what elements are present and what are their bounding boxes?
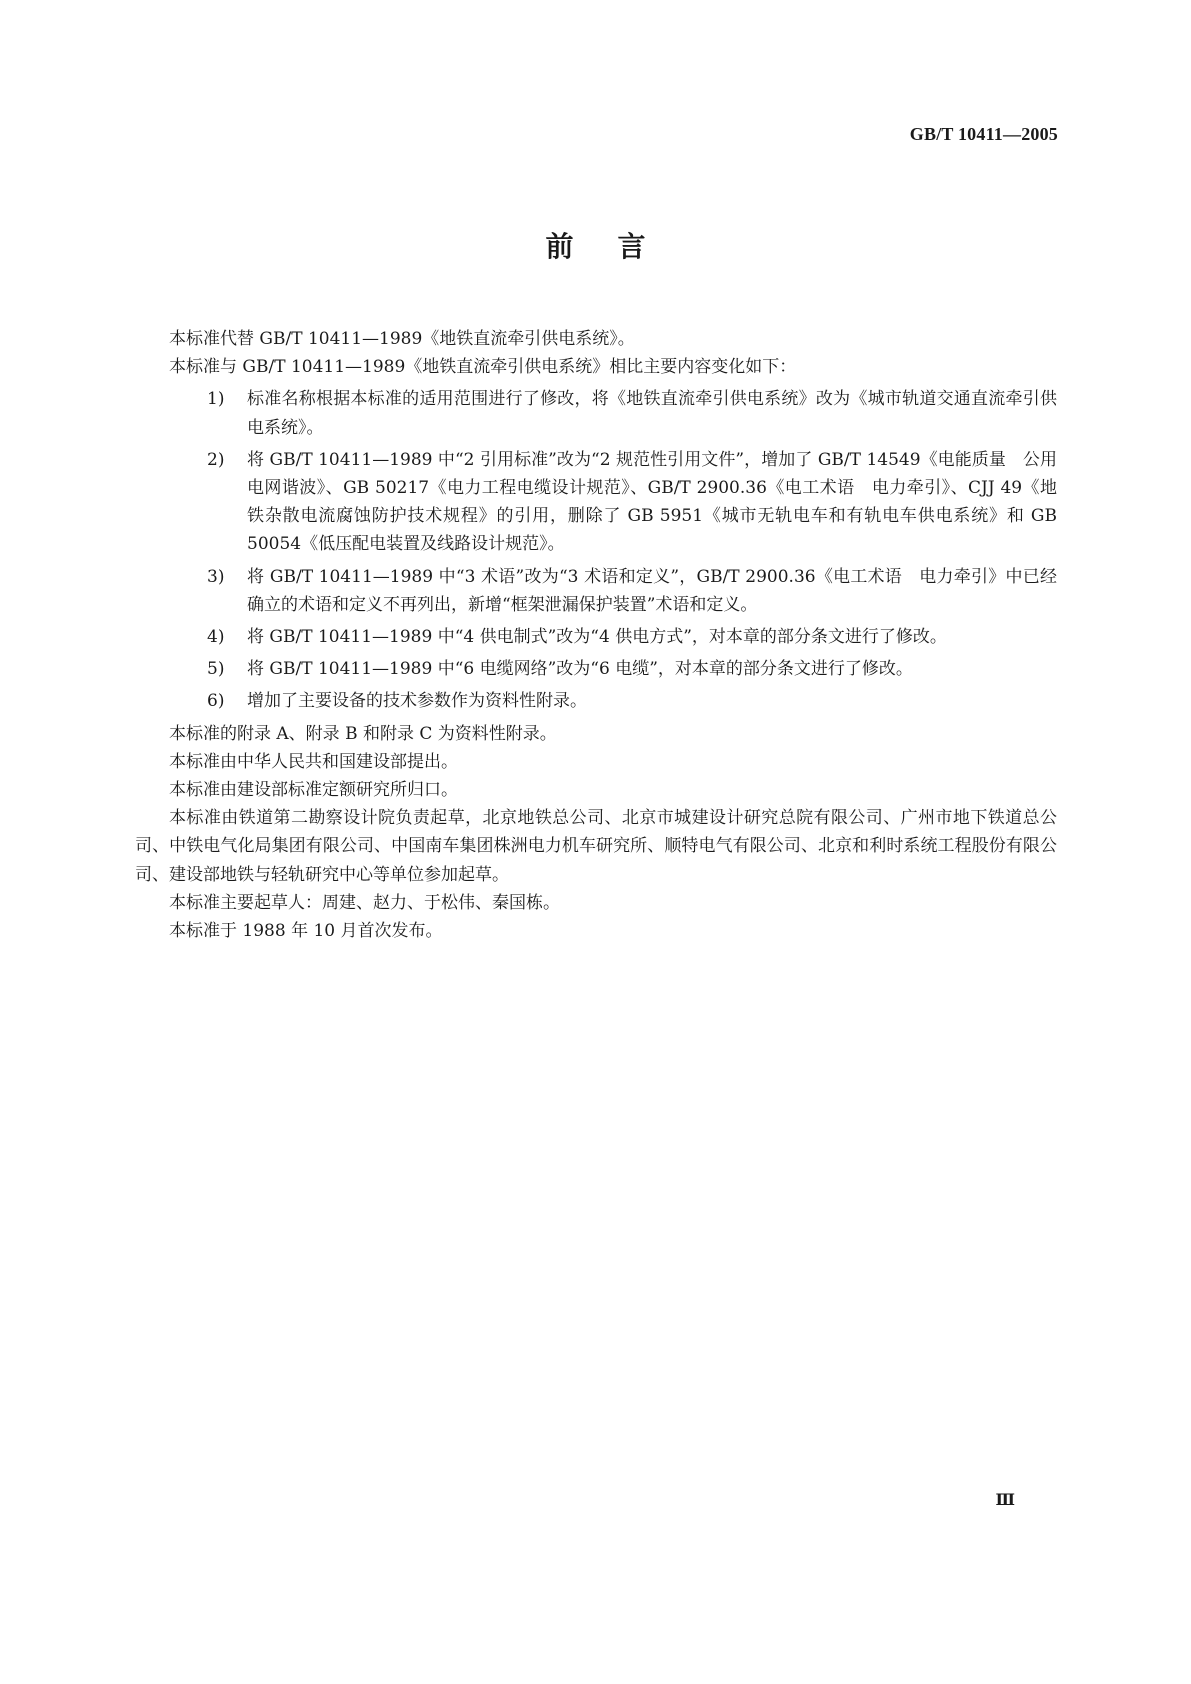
paragraph: 本标准与 GB/T 10411—1989《地铁直流牵引供电系统》相比主要内容变化如下：: [169, 357, 797, 378]
list-item: [135, 655, 1057, 683]
list-item: [135, 687, 1057, 715]
list-item-number: 3): [207, 566, 225, 587]
list-item-text: 将 GB/T 10411—1989 中“4 供电制式”改为“4 供电方式”，对本章的部分条文进行了修改。: [247, 627, 947, 648]
list-item-number: 6): [207, 691, 225, 712]
list-item-text: 将 GB/T 10411—1989 中“3 术语”改为“3 术语和定义”，GB/T 2900.36《电工术语 电力牵引》中已经确立的术语和定义不再列出，新增“框架泄漏保护装置”术语和定义。: [247, 566, 1057, 615]
standard-code: GB/T 10411—2005: [909, 124, 1058, 144]
paragraph: 本标准由建设部标准定额研究所归口。: [169, 780, 458, 801]
changes-list: [135, 385, 1057, 715]
page-number: Ⅲ: [995, 1492, 1015, 1509]
list-item-number: 5): [207, 659, 225, 680]
preface-body: [135, 325, 1057, 945]
list-item-number: 2): [207, 449, 225, 470]
paragraph: 本标准由铁道第二勘察设计院负责起草，北京地铁总公司、北京市城建设计研究总院有限公司、广州市地下铁道总公司、中铁电气化局集团有限公司、中国南车集团株洲电力机车研究所、顺特电气有限公司、北京和利时系统工程股份有限公司、建设部地铁与轻轨研究中心等单位参加起草。: [135, 808, 1057, 885]
list-item: [135, 446, 1057, 559]
list-item-text: 将 GB/T 10411—1989 中“6 电缆网络”改为“6 电缆”，对本章的部分条文进行了修改。: [247, 659, 913, 680]
list-item-number: 1): [207, 389, 225, 410]
paragraph: 本标准由中华人民共和国建设部提出。: [169, 751, 458, 772]
list-item-text: 标准名称根据本标准的适用范围进行了修改，将《地铁直流牵引供电系统》改为《城市轨道交通直流牵引供电系统》。: [247, 389, 1057, 438]
paragraph: 本标准于 1988 年 10 月首次发布。: [169, 921, 443, 942]
paragraph: 本标准主要起草人：周建、赵力、于松伟、秦国栋。: [169, 892, 560, 913]
list-item: [135, 623, 1057, 651]
list-item-text: 将 GB/T 10411—1989 中“2 引用标准”改为“2 规范性引用文件”，增加了 GB/T 14549《电能质量 公用电网谐波》、GB 50217《电力工程电缆设计规范》、GB/T 2900.36《电工术语 电力牵引》、CJJ 49《地铁杂散电流腐蚀防护技术规程》的引用，删除了 GB 5951《城市无轨电车和有轨电车供电系统》和 GB 50054《低压配电装置及线路设计规范》。: [247, 449, 1057, 555]
list-item-number: 4): [207, 627, 225, 648]
list-item-text: 增加了主要设备的技术参数作为资料性附录。: [247, 691, 587, 712]
paragraph: 本标准代替 GB/T 10411—1989《地铁直流牵引供电系统》。: [169, 329, 635, 349]
list-item: [135, 385, 1057, 441]
paragraph: 本标准的附录 A、附录 B 和附录 C 为资料性附录。: [169, 723, 557, 744]
list-item: [135, 563, 1057, 619]
page-title: 前言: [545, 230, 690, 263]
